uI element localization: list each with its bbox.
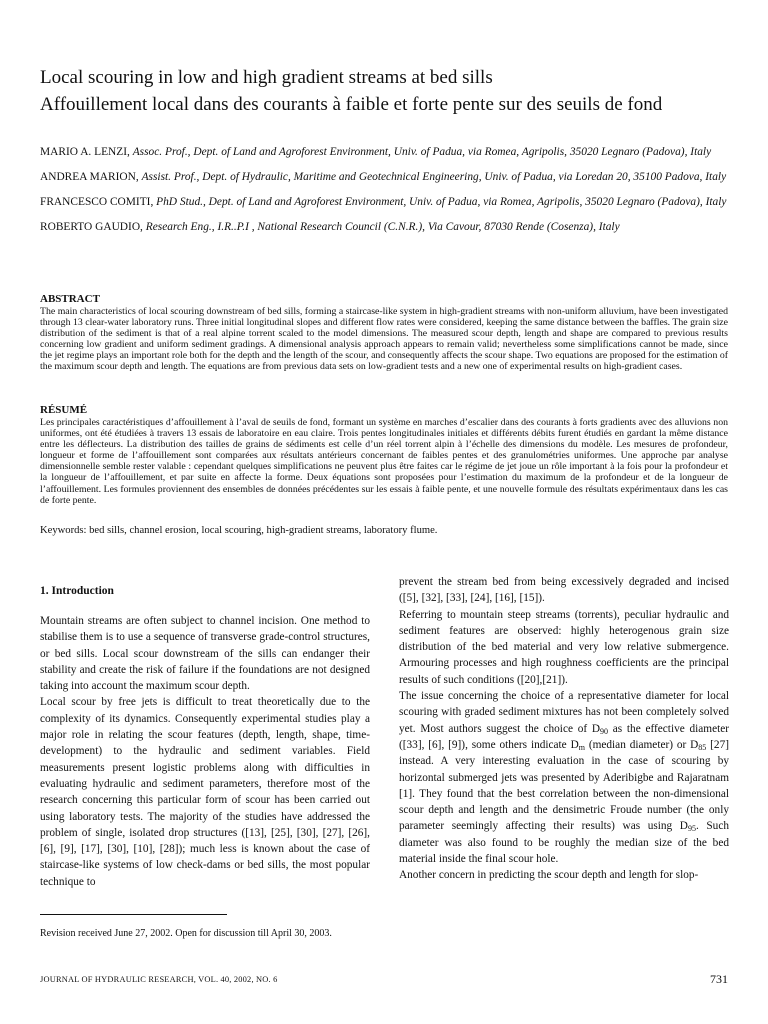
resume-text: Les principales caractéristiques d’affouillement à l’aval de seuils de fond, formant un système en marches d’escalier dans des courants à forts gradients avec des alluvions non uniformes, ont été étudiées à travers 13 essais de laboratoire en eau claire. Trois pentes longitudinales initiales et différents débits furent étudiés en gardant la même distance entre les déflecteurs. La distribution des tailles de grains de sédiments est celle d’un réel torrent alpin à l’échelle des dimensions du modèle. Les mesures de profondeur, longueur et forme de l’affouillement sont comparées aux résultats antérieurs concernant de faibles pentes et des granulométries uniformes. Une approche par analyse dimensionnelle semble rester valable : cependant quelques simplifications ne peuvent plus être faites car le régime de jet joue un rôle important à la fois pour la profondeur et la longueur de l’affouillement, et par suite en affecte la forme. Deux équations sont proposées pour l’estimation du maximum de la profondeur et de la longueur de l’affouillement. Les formules proviennent des ensembles de données précédentes sur les essais à faible pente, et une nouvelle formule des résultats expérimentaux dans les cas de forte pente. (40, 417, 728, 506)
right-column (399, 574, 729, 884)
author-name: FRANCESCO COMITI, (40, 196, 154, 208)
body-paragraph: Another concern in predicting the scour depth and length for slop- (399, 869, 699, 882)
paper-title (40, 64, 728, 118)
abstract-text: The main characteristics of local scouring downstream of bed sills, forming a staircase-like system in high-gradient streams with non-uniform alluvium, have been investigated through 13 clear-water laboratory runs. Three initial longitudinal slopes and different flow rates were considered, keeping the same distance between the baffles. The grain size distribution of the sediment is that of a real alpine torrent scaled to the model dimensions. The measured scour depth, length and shape are compared to previous results concerning low gradient and uniform sediment gradings. A dimensional analysis approach appears to remain valid; nevertheless some simplifications cannot be made, since the jet regime plays an important role both for the depth and the length of the scour, and consequently affects the scour shape. Two equations are proposed for the estimation of the maximum scour depth and length. The equations are from previous data sets on low-gradient tests and a new one of experimental results on high-gradient cases. (40, 306, 728, 373)
intro-heading: 1. Introduction (40, 585, 114, 597)
resume-section (40, 404, 728, 506)
author-entry (40, 168, 728, 187)
author-name: ANDREA MARION, (40, 171, 139, 183)
title-french: Affouillement local dans des courants à faible et forte pente sur des seuils de fond (40, 94, 663, 115)
author-affiliation: PhD Stud., Dept. of Land and Agroforest Environment, Univ. of Padua, via Romea, Agripolis, 35020 Legnaro (Padova), Italy (156, 196, 727, 208)
resume-heading: RÉSUMÉ (40, 404, 88, 416)
left-column (40, 583, 370, 890)
body-paragraph: Referring to mountain steep streams (torrents), peculiar hydraulic and sediment features are observed: highly heterogenous grain size distribution of the bed material and very low relative submergence. Armouring processes and high roughness coefficients are the principal results of such conditions ([20],[21]). (399, 608, 729, 686)
author-list (40, 143, 728, 243)
author-affiliation: Assist. Prof., Dept. of Hydraulic, Maritime and Geotechnical Engineering, Univ. of Padua, via Loredan 20, 35100 Padova, Italy (141, 171, 727, 183)
author-affiliation: Assoc. Prof., Dept. of Land and Agroforest Environment, Univ. of Padua, via Romea, Agripolis, 35020 Legnaro (Padova), Italy (132, 146, 712, 158)
author-entry (40, 143, 728, 162)
author-affiliation: Research Eng., I.R..P.I , National Research Council (C.N.R.), Via Cavour, 87030 Rende (Cosenza), Italy (145, 221, 620, 233)
body-paragraph: Mountain streams are often subject to channel incision. One method to stabilise them is to use a sequence of transverse grade-control structures, or bed sills. Local scour downstream of the sills can endanger their stability and create the risk of failure if the foundations are not designed taking into account the maximum scour depth. (40, 615, 370, 693)
page-number: 731 (710, 972, 728, 986)
abstract-heading: ABSTRACT (40, 293, 100, 305)
footnote: Revision received June 27, 2002. Open for discussion till April 30, 2003. (40, 928, 332, 939)
author-entry (40, 193, 728, 212)
author-name: ROBERTO GAUDIO, (40, 221, 143, 233)
title-english: Local scouring in low and high gradient streams at bed sills (40, 67, 493, 88)
body-paragraph: The issue concerning the choice of a representative diameter for local scouring with graded sediment mixtures has not been completely solved yet. Most authors suggest the choice of $D_{90}$ as the effective diameter ([33], [6], [9]), some others indicate $D_m$ (median diameter) or $D_{85}$ [27] instead. A very interesting evaluation in the case of scouring by horizontal submerged jets was presented by Aderibigbe and Rajaratnam [1]. They found that the best correlation between the non-dimensional scour depth and length and the densimetric Froude number (the only parameter seemingly affecting their results) was using $D_{95}$. Such diameter was also found to be roughly the median size of the bed material inside the final scour hole. (399, 690, 729, 866)
keywords: Keywords: bed sills, channel erosion, local scouring, high-gradient streams, laboratory flume. (40, 525, 438, 536)
footnote-rule (40, 914, 227, 915)
author-entry (40, 218, 728, 237)
journal-footer: JOURNAL OF HYDRAULIC RESEARCH, VOL. 40, 2002, NO. 6 (40, 975, 278, 984)
author-name: MARIO A. LENZI, (40, 146, 130, 158)
body-paragraph: Local scour by free jets is difficult to treat theoretically due to the complexity of its dynamics. Consequently experimental studies play a major role in relating the scour features (depth, length, shape, time-development) to the hydraulic and sediment variables. Field measurements present logistic problems along with difficulties in evaluating hydraulic and sediment parameters, therefore most of the research concerning this particular form of scour has been carried out using laboratory tests. The majority of the studies have addressed the problem of single, isolated drop structures ([13], [25], [30], [27], [26], [6], [9], [17], [30], [10], [28]); much less is known about the case of staircase-like systems of low check-dams or bed sills, the most popular technique to (40, 696, 370, 888)
body-paragraph: prevent the stream bed from being excessively degraded and incised ([5], [32], [33], [24], [16], [15]). (399, 576, 729, 605)
abstract-section (40, 293, 728, 373)
